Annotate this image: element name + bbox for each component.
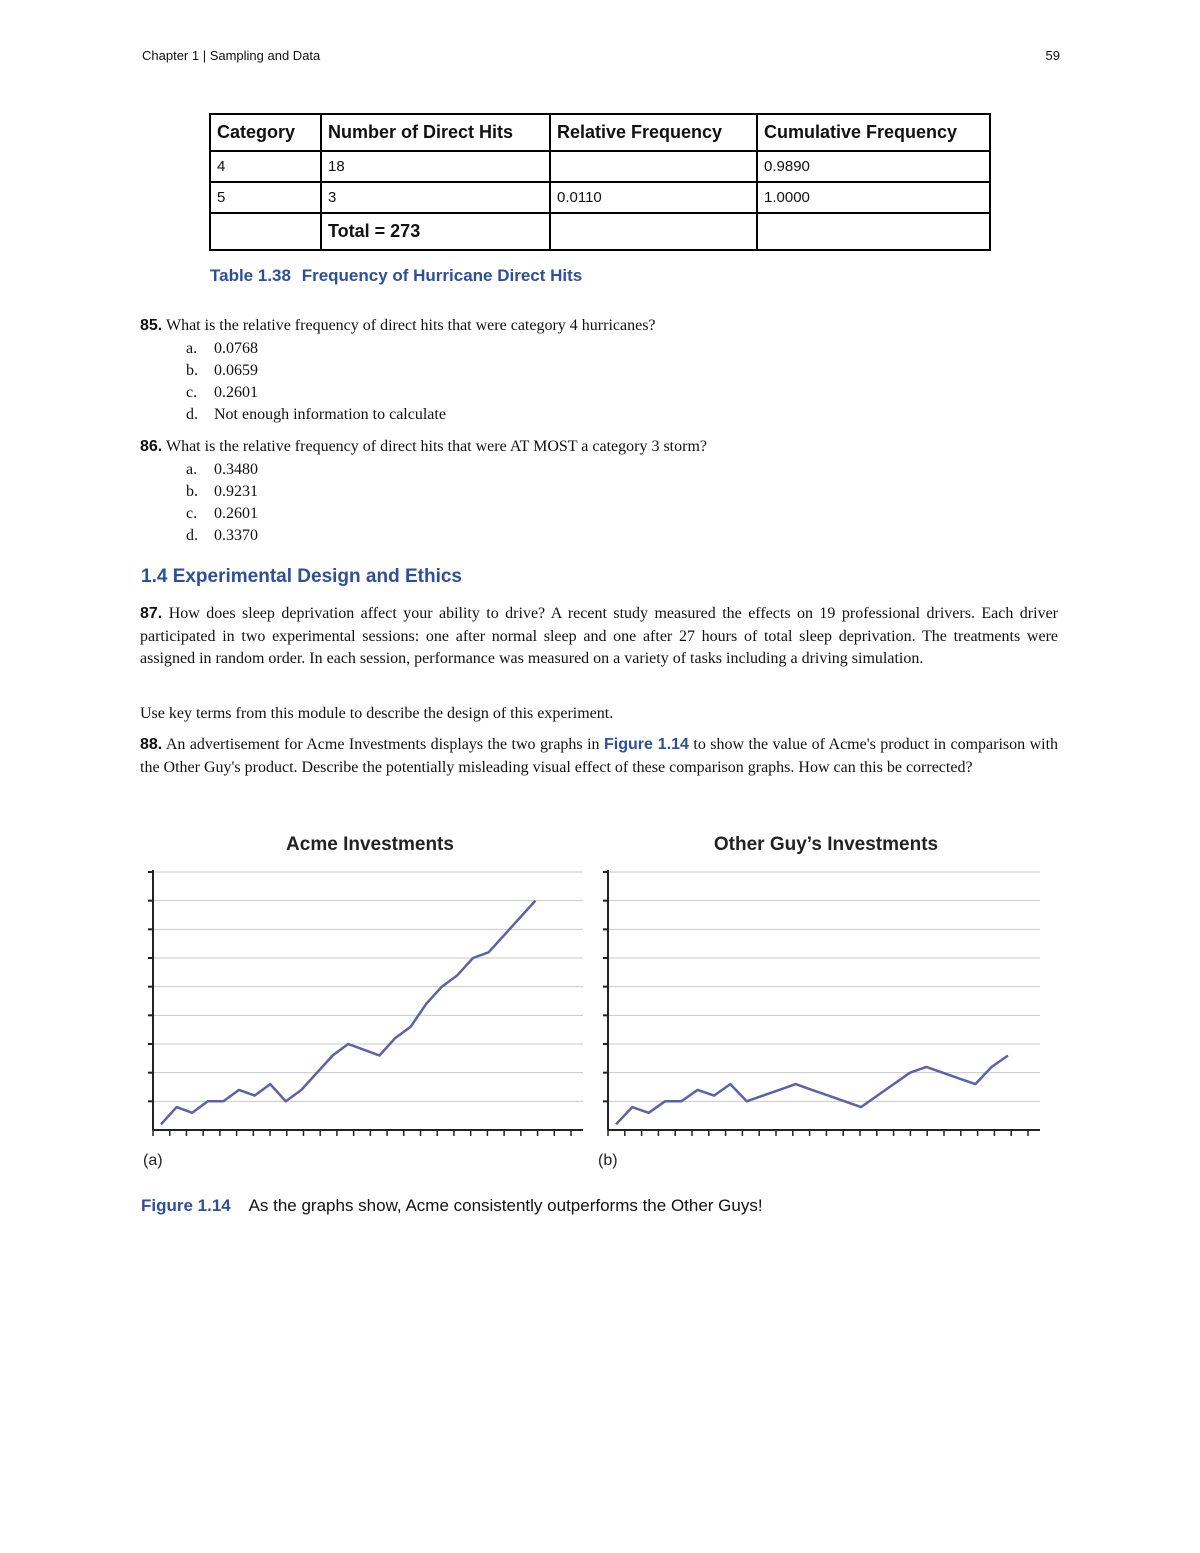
question-88 bbox=[140, 734, 1058, 779]
table-row bbox=[210, 182, 990, 213]
choice-letter: a. bbox=[186, 461, 198, 478]
choice-text: 0.2601 bbox=[214, 384, 258, 401]
answer-choice bbox=[186, 503, 258, 525]
data-line bbox=[161, 901, 535, 1125]
question-86 bbox=[140, 436, 1058, 459]
question-number: 88. bbox=[140, 736, 163, 753]
answer-choice bbox=[186, 382, 446, 404]
chart-title: Other Guy’s Investments bbox=[713, 834, 939, 855]
answer-choices-85 bbox=[186, 338, 446, 426]
question-text: How does sleep deprivation affect your ability to drive? A recent study measured the effects on 19 professional drivers. Each driver participated in two experimental sessions: one after normal sleep and one after 27 hours of total sleep deprivation. The treatments were assigned in random order. In each session, performance was measured on a variety of tasks including a driving simulation. bbox=[140, 605, 1059, 667]
choice-text: 0.2601 bbox=[214, 505, 258, 522]
panel-label: (b) bbox=[598, 1152, 618, 1169]
question-85 bbox=[140, 315, 1058, 338]
table-cell bbox=[550, 151, 757, 182]
table-cell: 5 bbox=[210, 182, 321, 213]
figure-reference-link[interactable]: Figure 1.14 bbox=[604, 736, 689, 753]
page-number: 59 bbox=[1045, 48, 1060, 63]
question-number: 87. bbox=[140, 605, 163, 622]
question-text: What is the relative frequency of direct hits that were AT MOST a category 3 storm? bbox=[165, 438, 707, 455]
table-cell: 0.9890 bbox=[757, 151, 990, 182]
table-cell: 1.0000 bbox=[757, 182, 990, 213]
table-total-row bbox=[210, 213, 990, 250]
question-text-end: to show the value of Acme's product in comparison with the Other Guy's product. Describe the potentially misleading visual effect of these comparison graphs. How can this be corrected? bbox=[140, 736, 1059, 776]
choice-letter: a. bbox=[186, 340, 198, 357]
chart-acme-investments bbox=[143, 834, 583, 1169]
figure-caption-text: As the graphs show, Acme consistently outperforms the Other Guys! bbox=[248, 1196, 763, 1215]
column-header: Category bbox=[210, 114, 321, 151]
chart-title: Acme Investments bbox=[286, 834, 454, 855]
choice-text: 0.0768 bbox=[214, 340, 258, 357]
question-number: 85. bbox=[140, 317, 163, 334]
panel-label: (a) bbox=[143, 1152, 163, 1169]
choice-text: 0.0659 bbox=[214, 362, 258, 379]
choice-letter: d. bbox=[186, 527, 198, 544]
column-header: Relative Frequency bbox=[550, 114, 757, 151]
choice-text: 0.3370 bbox=[214, 527, 258, 544]
answer-choice bbox=[186, 404, 446, 426]
table-cell bbox=[757, 213, 990, 250]
answer-choice bbox=[186, 459, 258, 481]
answer-choice bbox=[186, 360, 446, 382]
answer-choices-86 bbox=[186, 459, 258, 547]
figure-caption bbox=[141, 1196, 763, 1216]
choice-letter: c. bbox=[186, 505, 198, 522]
table-cell bbox=[210, 213, 321, 250]
frequency-table bbox=[209, 113, 991, 251]
choice-letter: d. bbox=[186, 406, 198, 423]
table-cell: 18 bbox=[321, 151, 550, 182]
answer-choice bbox=[186, 481, 258, 503]
choice-letter: b. bbox=[186, 483, 198, 500]
running-header: Chapter 1 | Sampling and Data bbox=[142, 48, 321, 63]
table-cell: 4 bbox=[210, 151, 321, 182]
table-caption-text: Frequency of Hurricane Direct Hits bbox=[301, 266, 583, 285]
column-header: Number of Direct Hits bbox=[321, 114, 550, 151]
chart-other-guys-investments bbox=[598, 834, 1040, 1169]
choice-letter: c. bbox=[186, 384, 198, 401]
table-cell: 3 bbox=[321, 182, 550, 213]
table-cell bbox=[550, 213, 757, 250]
column-header: Cumulative Frequency bbox=[757, 114, 990, 151]
choice-text: Not enough information to calculate bbox=[214, 406, 446, 423]
question-text-start: An advertisement for Acme Investments displays the two graphs in bbox=[165, 736, 600, 753]
table-caption-number: Table 1.38 bbox=[210, 266, 291, 285]
choice-text: 0.9231 bbox=[214, 483, 258, 500]
table-row bbox=[210, 151, 990, 182]
question-text: What is the relative frequency of direct hits that were category 4 hurricanes? bbox=[165, 317, 656, 334]
table-cell: 0.0110 bbox=[550, 182, 757, 213]
figure-caption-number: Figure 1.14 bbox=[141, 1196, 231, 1215]
question-87 bbox=[140, 603, 1058, 671]
choice-letter: b. bbox=[186, 362, 198, 379]
data-line bbox=[616, 1056, 1008, 1125]
table-total-cell: Total = 273 bbox=[321, 213, 550, 250]
section-heading: 1.4 Experimental Design and Ethics bbox=[141, 566, 462, 587]
table-header-row bbox=[210, 114, 990, 151]
question-87-followup: Use key terms from this module to describe the design of this experiment. bbox=[140, 705, 614, 722]
answer-choice bbox=[186, 338, 446, 360]
figure-1-14 bbox=[140, 820, 1060, 1180]
table-caption bbox=[210, 266, 582, 286]
question-number: 86. bbox=[140, 438, 163, 455]
answer-choice bbox=[186, 525, 258, 547]
choice-text: 0.3480 bbox=[214, 461, 258, 478]
